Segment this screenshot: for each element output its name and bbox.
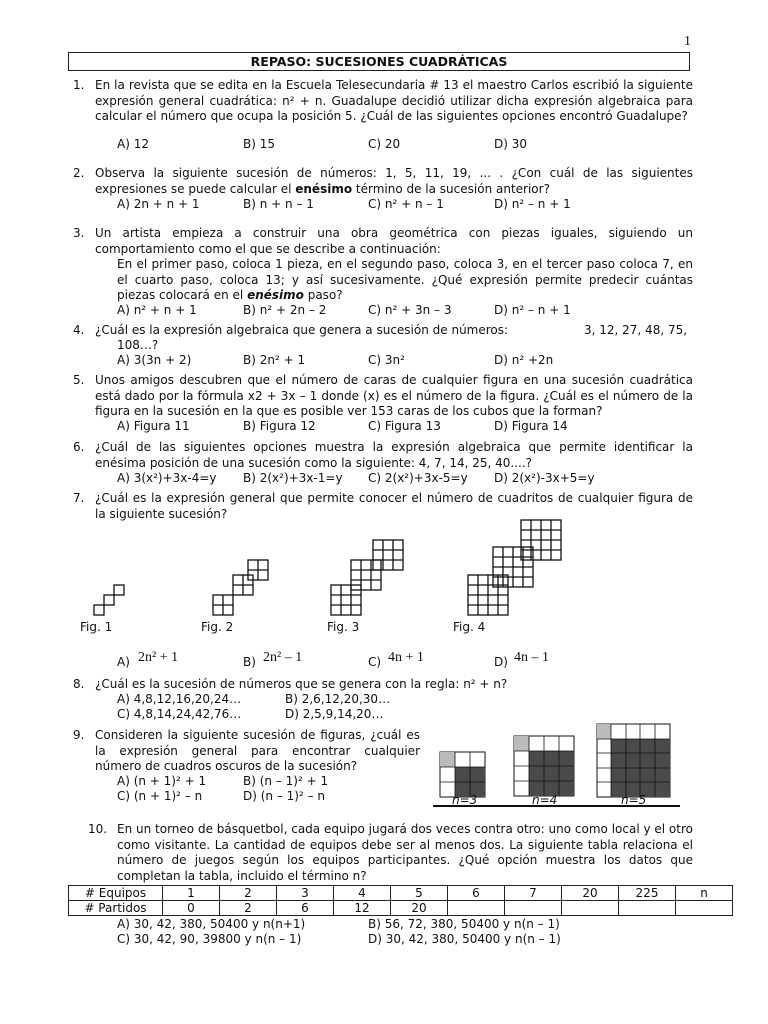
- option-d: D) 2(x²)-3x+5=y: [494, 471, 595, 485]
- table-cell: 1: [163, 886, 220, 901]
- option-c: C) 4,8,14,24,42,76…: [117, 707, 242, 721]
- sequence: 3, 12, 27, 48, 75,: [584, 323, 688, 337]
- table-cell: 20: [391, 901, 448, 916]
- question-text: Observa la siguiente sucesión de números: 1, 5, 11, 19, ... . ¿Con cuál de las siguientes expresiones se puede calcular el enésimo término de la sucesión anterior?: [95, 166, 693, 196]
- question-text: En un torneo de básquetbol, cada equipo jugará dos veces contra otro: uno como local y el otro como visitante. La cantidad de equipos debe ser al menos dos. La siguiente tabla relaciona el número de juegos según los equipos participantes. ¿Qué opción muestra los datos que completan la tabla, incluido el término n?: [117, 822, 693, 883]
- option-c: C) Figura 13: [368, 419, 441, 433]
- table-cell: 225: [619, 886, 676, 901]
- option-c: C) 2(x²)+3x-5=y: [368, 471, 468, 485]
- table-cell: 3: [277, 886, 334, 901]
- question-text: ¿Cuál de las siguientes opciones muestra la expresión algebraica que permite identificar la enésima posición de una sucesión como la siguiente: 4, 7, 14, 25, 40....?: [95, 440, 693, 470]
- table-cell: # Equipos: [69, 886, 163, 901]
- question-number: 9.: [73, 728, 85, 742]
- option-b: B) (n – 1)² + 1: [243, 774, 329, 788]
- table-cell: 12: [334, 901, 391, 916]
- option-b: B) Figura 12: [243, 419, 316, 433]
- option-b: B) 2,6,12,20,30…: [285, 692, 391, 706]
- table-row: [69, 886, 733, 901]
- table-cell: 4: [334, 886, 391, 901]
- option-a: A) 2n + n + 1: [117, 197, 200, 211]
- question-10: [88, 822, 693, 884]
- question-text: ¿Cuál es la expresión general que permite conocer el número de cuadritos de cualquier figura de la siguiente sucesión?: [95, 491, 693, 521]
- option-d-letter: D): [494, 655, 508, 669]
- option-a-letter: A): [117, 655, 130, 669]
- option-d: D) n² – n + 1: [494, 197, 571, 211]
- question-number: 10.: [88, 822, 108, 836]
- option-b: B) n² + 2n – 2: [243, 303, 327, 317]
- figure-label: Fig. 1: [80, 620, 113, 634]
- figure-n3: [440, 752, 485, 797]
- table-cell: 6: [277, 901, 334, 916]
- table-row: [69, 901, 733, 916]
- question-text: ¿Cuál es la sucesión de números que se genera con la regla: n² + n?: [95, 677, 508, 691]
- option-c: C) 30, 42, 90, 39800 y n(n – 1): [117, 932, 302, 946]
- table-cell: [619, 901, 676, 916]
- option-c: C) 3n²: [368, 353, 405, 367]
- table-cell: [562, 901, 619, 916]
- option-c: C) n² + n – 1: [368, 197, 444, 211]
- table-cell: n: [676, 886, 733, 901]
- question-number: 4.: [73, 323, 85, 337]
- question-number: 7.: [73, 491, 85, 505]
- figure-label: Fig. 2: [201, 620, 234, 634]
- option-b: B) 56, 72, 380, 50400 y n(n – 1): [368, 917, 560, 931]
- question-number: 8.: [73, 677, 85, 691]
- option-c: C) n² + 3n – 3: [368, 303, 452, 317]
- option-d: D) n² +2n: [494, 353, 554, 367]
- question-text: ¿Cuál es la expresión algebraica que genera a sucesión de números:: [95, 323, 509, 337]
- option-b-letter: B): [243, 655, 256, 669]
- table-cell: 7: [505, 886, 562, 901]
- figure-label: n=5: [621, 793, 647, 807]
- table-cell: # Partidos: [69, 901, 163, 916]
- option-a: A) 4,8,12,16,20,24…: [117, 692, 242, 706]
- option-a: A) 30, 42, 380, 50400 y n(n+1): [117, 917, 306, 931]
- option-c: C) 20: [368, 137, 401, 151]
- option-a: A) n² + n + 1: [117, 303, 197, 317]
- table-cell: 0: [163, 901, 220, 916]
- page-number: 1: [684, 34, 691, 49]
- question-3-detail: En el primer paso, coloca 1 pieza, en el segundo paso, coloca 3, en el tercer paso coloca 7, en el cuarto paso, coloca 13; y así sucesivamente. ¿Qué expresión permite predecir cuántas piezas colocará en el enésimo paso?: [117, 257, 693, 302]
- figure-label: Fig. 4: [453, 620, 486, 634]
- figure-label: n=3: [452, 793, 478, 807]
- option-b: B) n + n – 1: [243, 197, 314, 211]
- option-d: D) (n – 1)² – n: [243, 789, 326, 803]
- option-d-expression: 4n – 1: [514, 650, 549, 665]
- option-a-expression: 2n² + 1: [138, 650, 179, 665]
- table-cell: 5: [391, 886, 448, 901]
- option-a: A) 3(x²)+3x-4=y: [117, 471, 217, 485]
- table-cell: 6: [448, 886, 505, 901]
- option-b: B) 2(x²)+3x-1=y: [243, 471, 343, 485]
- question-text: Consideren la siguiente sucesión de figuras, ¿cuál es la expresión general para encontrar cualquier número de cuadros oscuros de la sucesión?: [95, 728, 420, 773]
- question-number: 2.: [73, 166, 85, 180]
- table-cell: [505, 901, 562, 916]
- option-b: B) 2n² + 1: [243, 353, 306, 367]
- sequence-continuation: 108…?: [117, 338, 159, 352]
- option-a: A) 3(3n + 2): [117, 353, 192, 367]
- question-number: 6.: [73, 440, 85, 454]
- question-text: Unos amigos descubren que el número de caras de cualquier figura en una sucesión cuadrática está dado por la fórmula x2 + 3x – 1 donde (x) es el número de la figura. ¿Cuál es el número de la figura en la sucesión en la que es posible ver 153 caras de los cubos que la forman?: [95, 373, 693, 418]
- option-c: C) (n + 1)² – n: [117, 789, 203, 803]
- option-d: D) n² – n + 1: [494, 303, 571, 317]
- question-number: 1.: [73, 78, 85, 92]
- option-a: A) (n + 1)² + 1: [117, 774, 207, 788]
- question-text: Un artista empieza a construir una obra geométrica con piezas iguales, siguiendo un comportamiento como el que se describe a continuación:: [95, 226, 693, 256]
- question-number: 5.: [73, 373, 85, 387]
- question-number: 3.: [73, 226, 85, 240]
- question-text: En la revista que se edita en la Escuela Telesecundaria # 13 el maestro Carlos escribió la siguiente expresión general cuadrática: n² + n. Guadalupe decidió utilizar dicha expresión algebraica para calcular el número que ocupa la posición 5. ¿Cuál de las siguientes opciones encontró Guadalupe?: [95, 78, 693, 123]
- table-cell: 2: [220, 901, 277, 916]
- option-b-expression: 2n² – 1: [263, 650, 303, 665]
- figure-n5: [597, 724, 670, 797]
- figure-n4: [514, 736, 574, 796]
- table-cell: [448, 901, 505, 916]
- option-b: B) 15: [243, 137, 275, 151]
- option-d: D) 30, 42, 380, 50400 y n(n – 1): [368, 932, 561, 946]
- table-cell: [676, 901, 733, 916]
- figure-label: n=4: [532, 793, 558, 807]
- option-d: D) 30: [494, 137, 528, 151]
- option-d: D) 2,5,9,14,20…: [285, 707, 384, 721]
- option-a: A) 12: [117, 137, 149, 151]
- figure-label: Fig. 3: [327, 620, 360, 634]
- page-title: REPASO: SUCESIONES CUADRÁTICAS: [68, 52, 690, 71]
- games-table: [68, 885, 733, 916]
- option-c-letter: C): [368, 655, 382, 669]
- option-c-expression: 4n + 1: [388, 650, 424, 665]
- table-cell: 2: [220, 886, 277, 901]
- option-a: A) Figura 11: [117, 419, 190, 433]
- option-d: D) Figura 14: [494, 419, 568, 433]
- table-cell: 20: [562, 886, 619, 901]
